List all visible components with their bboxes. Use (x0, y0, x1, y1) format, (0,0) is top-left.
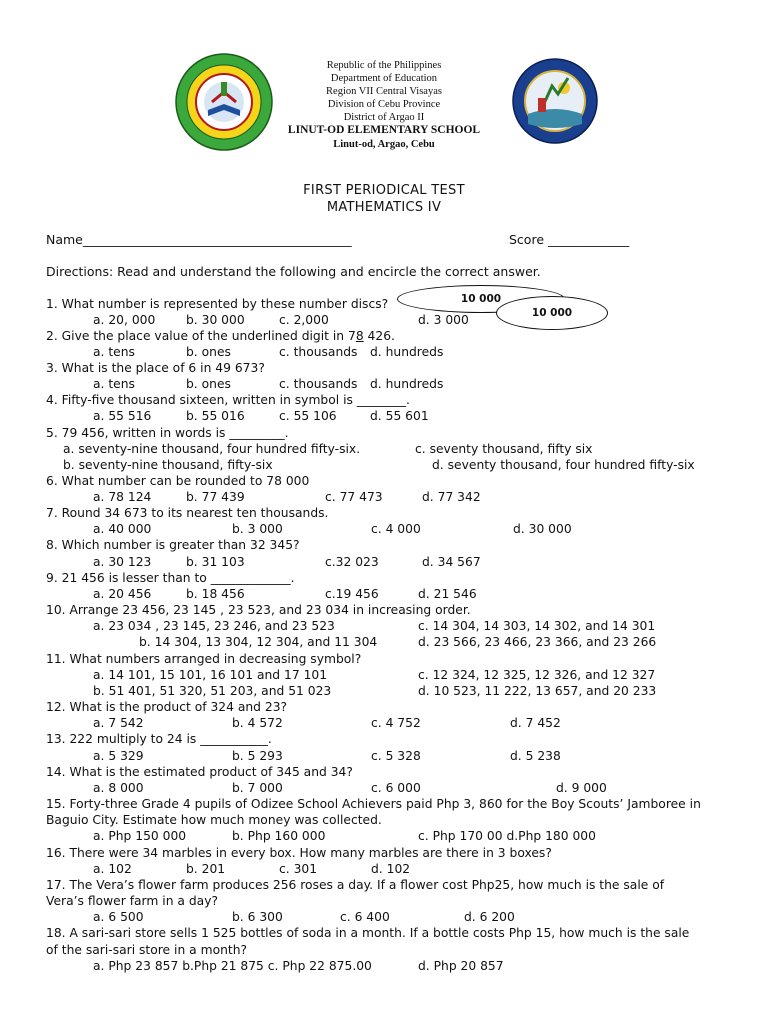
question-17-cont: Vera’s flower farm in a day? (46, 894, 218, 908)
option-b[interactable]: b. 7 000 (232, 781, 283, 795)
option-a[interactable]: a. 55 516 (93, 409, 152, 423)
question-5: 5. 79 456, written in words is _________. (46, 426, 289, 440)
test-title: FIRST PERIODICAL TEST (303, 183, 465, 198)
question-8: 8. Which number is greater than 32 345? (46, 538, 300, 552)
option-c[interactable]: c. seventy thousand, fifty six (415, 442, 593, 456)
option-d[interactable]: d. 5 238 (510, 749, 561, 763)
option-a[interactable]: a. 8 000 (93, 781, 144, 795)
option-c[interactable]: c. 301 (279, 862, 318, 876)
question-2: 2. Give the place value of the underlined digit in 78 426. (46, 329, 395, 343)
header-line: Region VII Central Visayas (326, 86, 442, 97)
option-a[interactable]: a. tens (93, 345, 135, 359)
option-c[interactable]: c. 2,000 (279, 313, 329, 327)
question-16: 16. There were 34 marbles in every box. How many marbles are there in 3 boxes? (46, 846, 552, 860)
option-c[interactable]: c. 77 473 (325, 490, 383, 504)
option-a[interactable]: a. 40 000 (93, 522, 152, 536)
option-d[interactable]: d. hundreds (370, 377, 444, 391)
option-c[interactable]: c. 6 400 (340, 910, 390, 924)
option-d[interactable]: d. seventy thousand, four hundred fifty-six (432, 458, 695, 472)
school-name: LINUT-OD ELEMENTARY SCHOOL (287, 124, 481, 136)
question-1: 1. What number is represented by these number discs? (46, 297, 389, 311)
question-12: 12. What is the product of 324 and 23? (46, 700, 288, 714)
option-b[interactable]: b. 4 572 (232, 716, 283, 730)
option-d[interactable]: d. 10 523, 11 222, 13 657, and 20 233 (418, 684, 657, 698)
test-subtitle: MATHEMATICS IV (326, 200, 442, 215)
option-a[interactable]: a. 5 329 (93, 749, 144, 763)
option-a[interactable]: a. 14 101, 15 101, 16 101 and 17 101 (93, 668, 328, 682)
option-a[interactable]: a. 6 500 (93, 910, 144, 924)
question-18: 18. A sari-sari store sells 1 525 bottles of soda in a month. If a bottle costs Php 15, how much is the sale (46, 926, 690, 940)
option-d[interactable]: d. 3 000 (418, 313, 469, 327)
option-c[interactable]: c. 14 304, 14 303, 14 302, and 14 301 (418, 619, 656, 633)
option-b[interactable]: b. 6 300 (232, 910, 283, 924)
option-b[interactable]: b. 51 401, 51 320, 51 203, and 51 023 (93, 684, 332, 698)
question-6: 6. What number can be rounded to 78 000 (46, 474, 310, 488)
option-c[interactable]: c. 6 000 (371, 781, 421, 795)
header-line: Department of Education (330, 73, 438, 84)
option-b[interactable]: b. 31 103 (186, 555, 245, 569)
option-b[interactable]: b. 5 293 (232, 749, 283, 763)
option-a[interactable]: a. 102 (93, 862, 132, 876)
option-d[interactable]: d. 77 342 (422, 490, 481, 504)
option-b[interactable]: b. 3 000 (232, 522, 283, 536)
header-line: District of Argao II (343, 112, 425, 123)
option-d[interactable]: d. 102 (371, 862, 411, 876)
option-c[interactable]: c. 5 328 (371, 749, 421, 763)
question-9: 9. 21 456 is lesser than to _____________. (46, 571, 295, 585)
option-a[interactable]: a. 78 124 (93, 490, 152, 504)
question-18-cont: of the sari-sari store in a month? (46, 943, 248, 957)
number-disc: 10 000 (397, 285, 565, 313)
option-b[interactable]: b. 201 (186, 862, 226, 876)
option-d[interactable]: d. 9 000 (556, 781, 607, 795)
option-d[interactable]: d. hundreds (370, 345, 444, 359)
school-address: Linut-od, Argao, Cebu (333, 139, 435, 150)
score-field[interactable]: Score _____________ (509, 232, 630, 247)
option-d[interactable]: d. 7 452 (510, 716, 561, 730)
option-b[interactable]: b. 55 016 (186, 409, 245, 423)
question-17: 17. The Vera’s flower farm produces 256 roses a day. If a flower cost Php25, how much is the sale of (46, 878, 665, 892)
number-disc: 10 000 (496, 296, 608, 330)
question-14: 14. What is the estimated product of 345 and 34? (46, 765, 353, 779)
option-c[interactable]: c.19 456 (325, 587, 379, 601)
option-b[interactable]: b. 14 304, 13 304, 12 304, and 11 304 (139, 635, 378, 649)
option-a[interactable]: a. 20 456 (93, 587, 152, 601)
option-a[interactable]: a. Php 150 000 (93, 829, 187, 843)
option-d[interactable]: d. 21 546 (418, 587, 477, 601)
option-b[interactable]: b. ones (186, 345, 231, 359)
option-b[interactable]: b. Php 160 000 (232, 829, 326, 843)
option-a[interactable]: a. 30 123 (93, 555, 152, 569)
question-4: 4. Fifty-five thousand sixteen, written in symbol is ________. (46, 393, 410, 407)
option-d[interactable]: d. 6 200 (464, 910, 515, 924)
question-15: 15. Forty-three Grade 4 pupils of Odizee School Achievers paid Php 3, 860 for the Boy Scouts’ Jamboree in (46, 797, 701, 811)
question-3: 3. What is the place of 6 in 49 673? (46, 361, 265, 375)
question-13: 13. 222 multiply to 24 is ___________. (46, 732, 272, 746)
option-b[interactable]: b. 77 439 (186, 490, 245, 504)
header-line: Division of Cebu Province (327, 99, 441, 110)
option-c[interactable]: c. thousands (279, 345, 358, 359)
option-c[interactable]: c. 4 752 (371, 716, 421, 730)
option-a[interactable]: a. 20, 000 (93, 313, 156, 327)
question-15-cont: Baguio City. Estimate how much money was collected. (46, 813, 382, 827)
option-d[interactable]: d. 34 567 (422, 555, 481, 569)
option-a[interactable]: a. tens (93, 377, 135, 391)
option-b[interactable]: b. ones (186, 377, 231, 391)
name-field[interactable]: Name___________________________________________ (46, 232, 352, 247)
option-c[interactable]: c. 12 324, 12 325, 12 326, and 12 327 (418, 668, 656, 682)
option-b[interactable]: b. 18 456 (186, 587, 245, 601)
option-a[interactable]: a. seventy-nine thousand, four hundred fifty-six. (63, 442, 361, 456)
header-line: Republic of the Philippines (326, 60, 442, 71)
option-b[interactable]: b. 30 000 (186, 313, 245, 327)
question-10: 10. Arrange 23 456, 23 145 , 23 523, and 23 034 in increasing order. (46, 603, 471, 617)
option-c[interactable]: c. thousands (279, 377, 358, 391)
option-d[interactable]: d. 55 601 (370, 409, 429, 423)
option-d[interactable]: d. Php 20 857 (418, 959, 504, 973)
option-c[interactable]: c. 4 000 (371, 522, 421, 536)
option-c[interactable]: c. Php 170 00 d.Php 180 000 (418, 829, 596, 843)
option-b[interactable]: b. seventy-nine thousand, fifty-six (63, 458, 273, 472)
option-abc[interactable]: a. Php 23 857 b.Php 21 875 c. Php 22 875.00 (93, 959, 372, 973)
question-11: 11. What numbers arranged in decreasing symbol? (46, 652, 362, 666)
option-c[interactable]: c.32 023 (325, 555, 379, 569)
option-c[interactable]: c. 55 106 (279, 409, 337, 423)
option-a[interactable]: a. 7 542 (93, 716, 144, 730)
option-d[interactable]: d. 30 000 (513, 522, 572, 536)
question-7: 7. Round 34 673 to its nearest ten thousands. (46, 506, 329, 520)
option-d[interactable]: d. 23 566, 23 466, 23 366, and 23 266 (418, 635, 657, 649)
option-a[interactable]: a. 23 034 , 23 145, 23 246, and 23 523 (93, 619, 335, 633)
directions: Directions: Read and understand the following and encircle the correct answer. (46, 264, 541, 279)
